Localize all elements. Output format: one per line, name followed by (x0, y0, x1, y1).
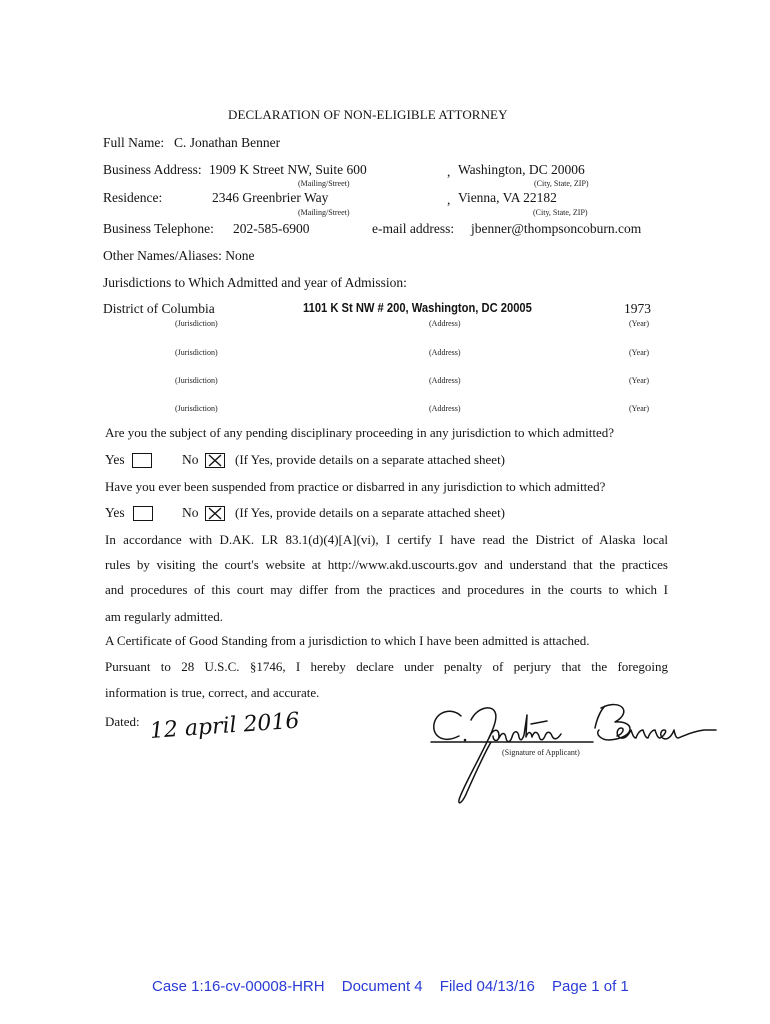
check-x-icon (207, 507, 223, 520)
question-note: (If Yes, provide details on a separate attached sheet) (235, 505, 506, 520)
yes-checkbox (133, 506, 153, 521)
yes-label: Yes (105, 505, 125, 520)
full-name-value: C. Jonathan Benner (174, 135, 281, 150)
question-pending-discipline: Are you the subject of any pending disciplinary proceeding in any jurisdiction to which admitted? (105, 425, 615, 440)
other-names-line (103, 248, 254, 264)
year-caption: (Year) (629, 348, 650, 357)
email-label: e-mail address: (372, 221, 455, 236)
no-label: No (182, 452, 199, 467)
yes-label: Yes (105, 452, 125, 467)
no-checkbox (205, 453, 225, 468)
address-caption: (Address) (429, 319, 461, 328)
case-footer (152, 978, 629, 996)
certification-line: rules by visiting the court's website at http://www.akd.uscourts.gov and understand that the practices (105, 557, 668, 572)
good-standing-statement: A Certificate of Good Standing from a jurisdiction to which I have been admitted is attached. (105, 633, 590, 648)
email-value: jbenner@thompsoncoburn.com (471, 221, 642, 236)
footer-page-number: Page 1 of 1 (552, 978, 629, 995)
residence-city: Vienna, VA 22182 (458, 190, 557, 205)
no-checkbox (205, 506, 225, 521)
no-label: No (182, 505, 199, 520)
year-caption: (Year) (629, 404, 650, 413)
jurisdiction-name: District of Columbia (103, 301, 215, 316)
question-note: (If Yes, provide details on a separate attached sheet) (235, 452, 506, 467)
residence-street-caption: (Mailing/Street) (298, 208, 350, 217)
handwritten-date: 12 april 2016 (149, 708, 301, 744)
question-suspended-disbarred: Have you ever been suspended from practice or disbarred in any jurisdiction to which admitted? (105, 479, 606, 494)
telephone-value: 202-585-6900 (233, 221, 310, 236)
signature-caption: (Signature of Applicant) (502, 748, 580, 757)
business-address-street: 1909 K Street NW, Suite 600 (209, 162, 367, 177)
footer-filed-date: Filed 04/13/16 (439, 978, 535, 995)
declaration-line: Pursuant to 28 U.S.C. §1746, I hereby declare under penalty of perjury that the foregoing (105, 659, 668, 674)
business-street-caption: (Mailing/Street) (298, 179, 350, 188)
jurisdiction-caption: (Jurisdiction) (175, 319, 218, 328)
year-caption: (Year) (629, 319, 650, 328)
certification-line: In accordance with D.AK. LR 83.1(d)(4)[A](vi), I certify I have read the District of Alaska local (105, 532, 668, 547)
address-caption: (Address) (429, 348, 461, 357)
check-x-icon (207, 454, 223, 467)
jurisdictions-heading: Jurisdictions to Which Admitted and year of Admission: (103, 275, 407, 290)
business-city-caption: (City, State, ZIP) (534, 179, 589, 188)
dated-label: Dated: (105, 714, 140, 729)
certification-line: and procedures of this court may differ from the practices and procedures in the courts to which I (105, 582, 668, 597)
footer-document-number: Document 4 (341, 978, 423, 995)
business-address-label: Business Address: (103, 162, 202, 177)
document-title: DECLARATION OF NON-ELIGIBLE ATTORNEY (228, 107, 508, 122)
residence-city-caption: (City, State, ZIP) (533, 208, 588, 217)
address-caption: (Address) (429, 376, 461, 385)
full-name-label: Full Name: (103, 135, 165, 150)
year-caption: (Year) (629, 376, 650, 385)
telephone-label: Business Telephone: (103, 221, 214, 236)
other-names-label: Other Names/Aliases: (103, 248, 222, 263)
jurisdiction-address: 1101 K St NW # 200, Washington, DC 20005 (303, 300, 532, 315)
other-names-value: None (225, 248, 255, 263)
business-address-separator: , (447, 164, 451, 179)
certification-line: am regularly admitted. (105, 609, 224, 624)
jurisdiction-caption: (Jurisdiction) (175, 348, 218, 357)
jurisdiction-caption: (Jurisdiction) (175, 376, 218, 385)
yes-checkbox (132, 453, 152, 468)
declaration-line: information is true, correct, and accurate. (105, 685, 320, 700)
residence-separator: , (447, 192, 451, 207)
business-address-city: Washington, DC 20006 (458, 162, 585, 177)
jurisdiction-year: 1973 (624, 301, 651, 316)
residence-street: 2346 Greenbrier Way (212, 190, 329, 205)
residence-label: Residence: (103, 190, 163, 205)
address-caption: (Address) (429, 404, 461, 413)
jurisdiction-caption: (Jurisdiction) (175, 404, 218, 413)
footer-case-number: Case 1:16-cv-00008-HRH (152, 978, 325, 995)
